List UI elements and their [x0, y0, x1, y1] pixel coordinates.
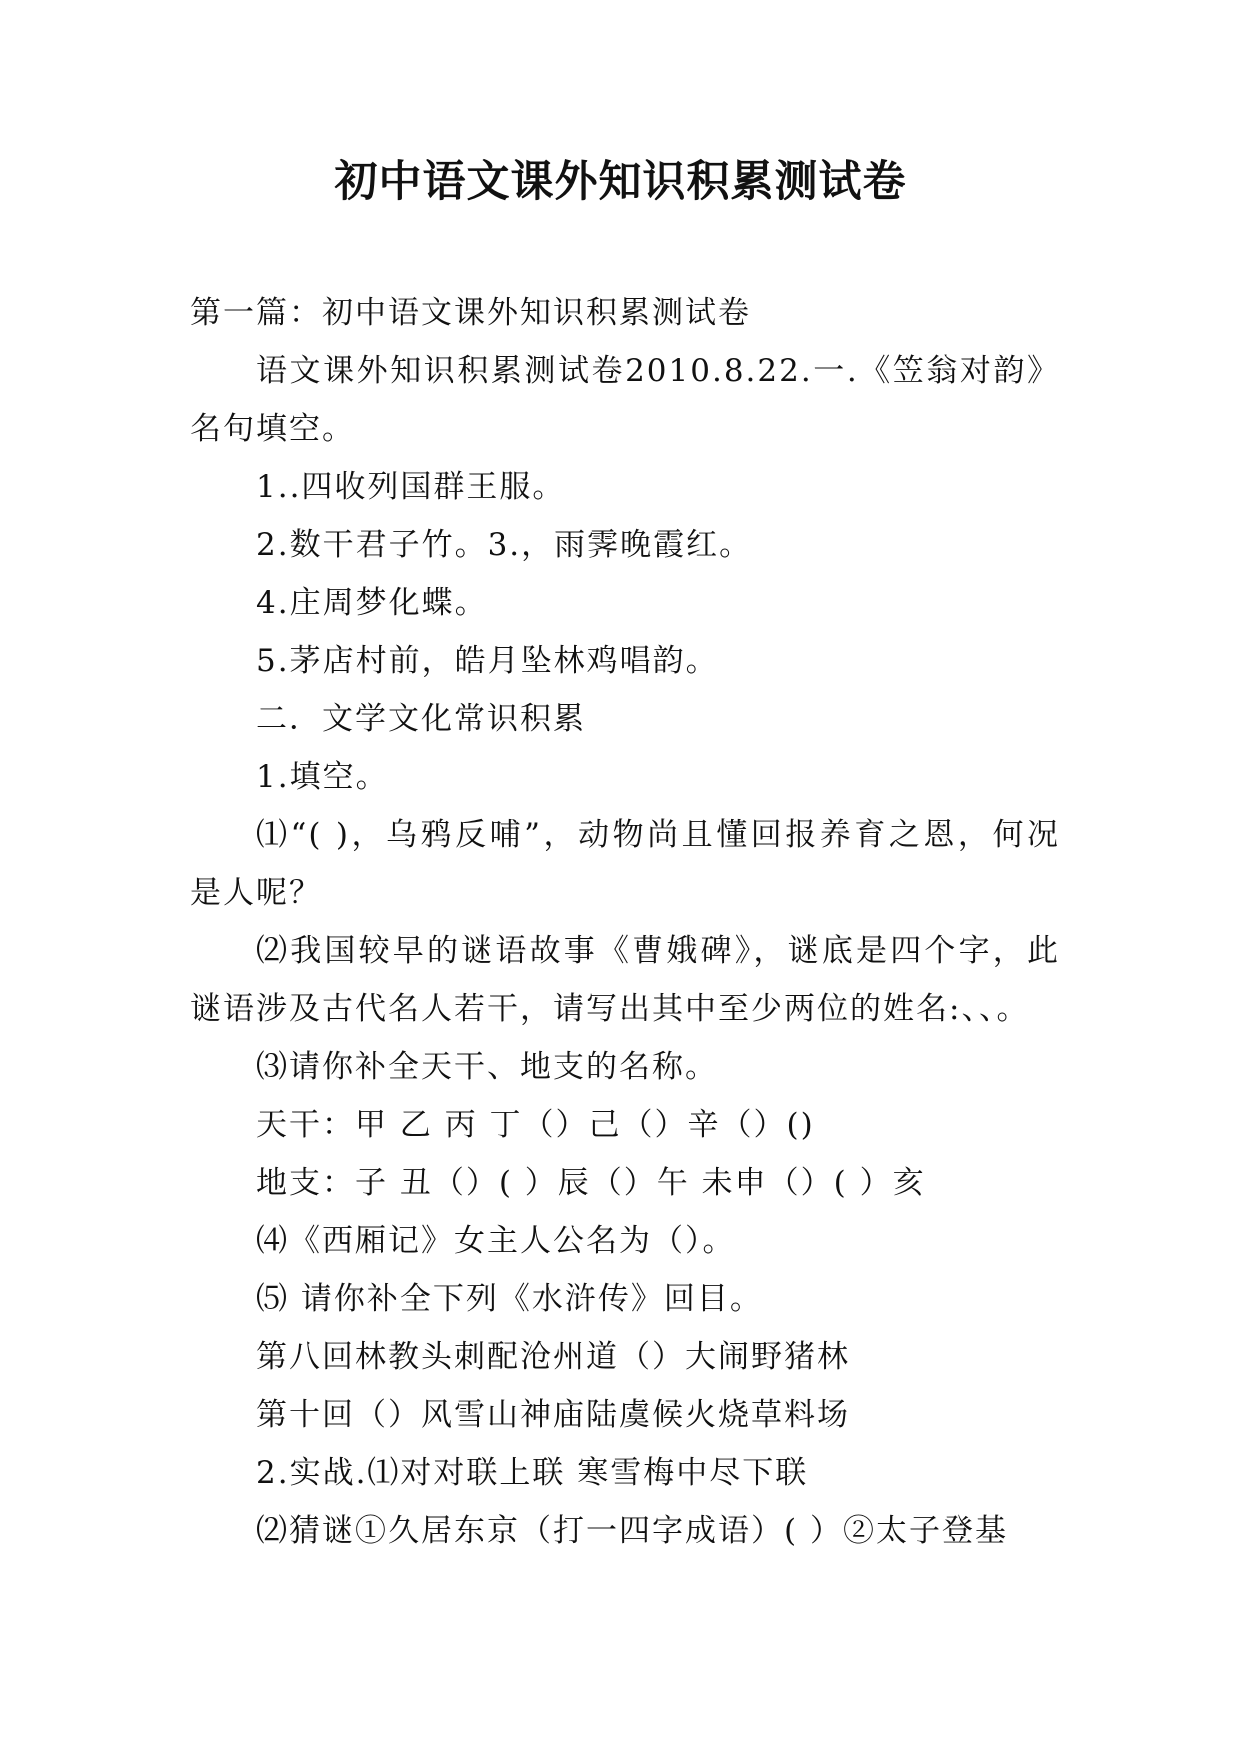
question-item: ⑷《西厢记》女主人公名为（）。 [256, 1223, 736, 1259]
section-heading: 二．文学文化常识积累 [256, 701, 586, 737]
document-body [190, 284, 1060, 1560]
question-item: ⑴“( )，乌鸦反哺”，动物尚且懂回报养育之恩，何况 [256, 817, 1060, 853]
question-item: 2.实战.⑴对对联上联 寒雪梅中尽下联 [256, 1455, 809, 1491]
paragraph-line: 语文课外知识积累测试卷2010.8.22.一.《笠翁对韵》 [256, 353, 1060, 389]
question-item: 1.填空。 [256, 759, 389, 795]
paragraph-line: 谜语涉及古代名人若干，请写出其中至少两位的姓名:、、。 [190, 991, 1030, 1027]
question-item: 第十回（）风雪山神庙陆虞候火烧草料场 [256, 1397, 850, 1433]
question-item: 地支：子 丑（）( ）辰（）午 未申（）( ）亥 [256, 1165, 926, 1201]
question-item: 4.庄周梦化蝶。 [256, 585, 488, 621]
paragraph-line: 名句填空。 [190, 411, 355, 447]
question-item: 天干：甲 乙 丙 丁（）己（）辛（）() [256, 1107, 815, 1143]
question-item: 2.数干君子竹。3.，雨霁晚霞红。 [256, 527, 753, 563]
question-item: 5.茅店村前，皓月坠林鸡唱韵。 [256, 643, 719, 679]
section-heading: 第一篇：初中语文课外知识积累测试卷 [190, 295, 751, 331]
question-item: 1..四收列国群王服。 [256, 469, 566, 505]
question-item: ⑶请你补全天干、地支的名称。 [256, 1049, 718, 1085]
question-item: ⑵我国较早的谜语故事《曹娥碑》，谜底是四个字，此 [256, 933, 1060, 969]
paragraph-line: 是人呢？ [190, 875, 322, 911]
document-title: 初中语文课外知识积累测试卷 [334, 157, 907, 207]
question-item: ⑵猜谜①久居东京（打一四字成语）( ）②太子登基 [256, 1513, 1008, 1549]
question-item: ⑸ 请你补全下列《水浒传》回目。 [256, 1281, 763, 1317]
question-item: 第八回林教头刺配沧州道（）大闹野猪林 [256, 1339, 850, 1375]
